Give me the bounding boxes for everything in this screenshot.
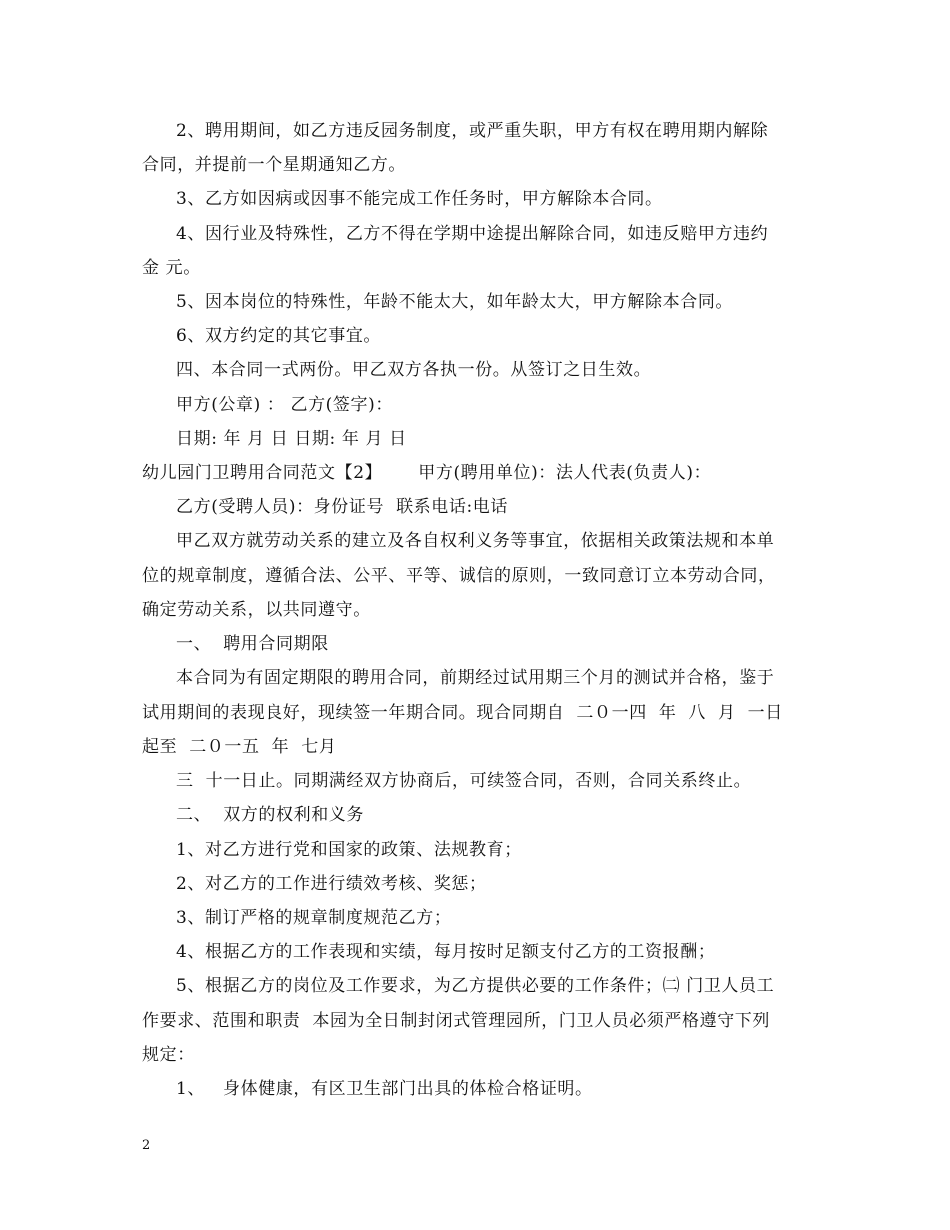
term-line-3: 起至 二０一五 年 七月 [142, 737, 337, 757]
term-line-4: 三 十一日止。同期满经双方协商后，可续签合同，否则，合同关系终止。 [176, 771, 752, 791]
contract-title-party-a: 幼儿园门卫聘用合同范文【2】 甲方(聘用单位)：法人代表(负责人)： [142, 463, 712, 483]
clause-2-line-2: 合同，并提前一个星期通知乙方。 [142, 155, 406, 175]
intro-line-1: 甲乙双方就劳动关系的建立及各自权利义务等事宜，依据相关政策法规和本单 [176, 531, 775, 551]
clause-5: 5、因本岗位的特殊性，年龄不能太大，如年龄太大，甲方解除本合同。 [176, 292, 734, 312]
rights-item-2: 2、对乙方的工作进行绩效考核、奖惩； [176, 874, 487, 894]
clause-3: 3、乙方如因病或因事不能完成工作任务时，甲方解除本合同。 [176, 189, 663, 209]
clause-4-line-2: 金 元。 [142, 258, 201, 278]
intro-line-2: 位的规章制度，遵循合法、公平、平等、诚信的原则，一致同意订立本劳动合同， [142, 566, 776, 586]
term-line-1: 本合同为有固定期限的聘用合同，前期经过试用期三个月的测试并合格，鉴于 [176, 668, 775, 688]
page-number: 2 [142, 1138, 151, 1153]
requirement-item-1: 1、 身体健康，有区卫生部门出具的体检合格证明。 [176, 1079, 593, 1099]
section-4: 四、本合同一式两份。甲乙双方各执一份。从签订之日生效。 [176, 360, 652, 380]
clause-6: 6、双方约定的其它事宜。 [176, 326, 382, 346]
signature-line: 甲方(公章) ： 乙方(签字)： [176, 395, 393, 415]
rights-item-3: 3、制订严格的规章制度规范乙方； [176, 908, 452, 928]
intro-line-3: 确定劳动关系，以共同遵守。 [142, 600, 371, 620]
rights-item-4: 4、根据乙方的工作表现和实绩，每月按时足额支付乙方的工资报酬； [176, 942, 716, 962]
term-line-2: 试用期间的表现良好，现续签一年期合同。现合同期自 二０一四 年 八 月 一日 [142, 703, 783, 723]
clause-2-line-1: 2、聘用期间，如乙方违反园务制度，或严重失职，甲方有权在聘用期内解除 [176, 121, 769, 141]
section-heading-term: 一、 聘用合同期限 [176, 634, 329, 654]
rights-item-1: 1、对乙方进行党和国家的政策、法规教育； [176, 840, 522, 860]
rights-item-5-line-3: 规定： [142, 1045, 195, 1065]
party-b-line: 乙方(受聘人员)：身份证号 联系电话:电话 [176, 497, 508, 517]
date-line: 日期: 年 月 日 日期: 年 月 日 [176, 429, 407, 449]
rights-item-5-line-1: 5、根据乙方的岗位及工作要求，为乙方提供必要的工作条件；㈡ 门卫人员工 [176, 976, 775, 996]
clause-4-line-1: 4、因行业及特殊性，乙方不得在学期中途提出解除合同，如违反赔甲方违约 [176, 224, 769, 244]
section-heading-rights: 二、 双方的权利和义务 [176, 805, 365, 825]
rights-item-5-line-2: 作要求、范围和职责 本园为全日制封闭式管理园所，门卫人员必须严格遵守下列 [142, 1011, 771, 1031]
